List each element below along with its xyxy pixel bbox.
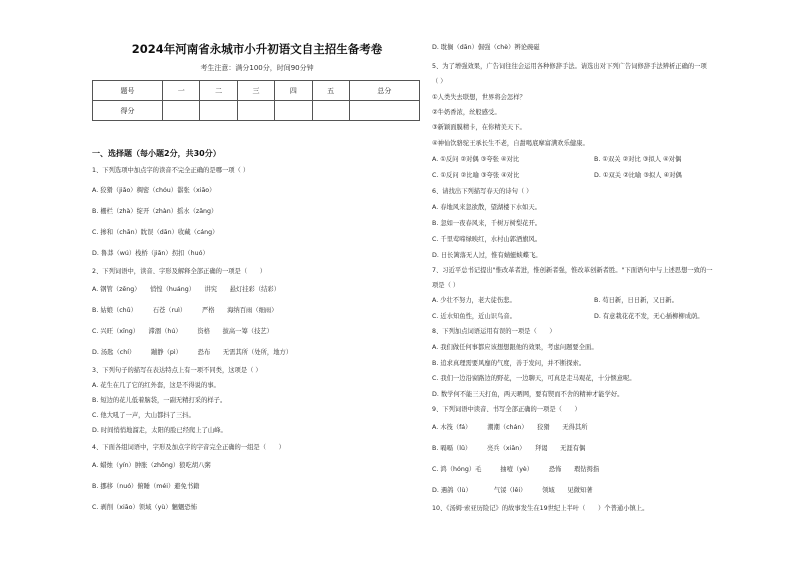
answer-option: C. 剥削（xiāo）领域（yù）魑魍恐怖 [92,504,197,511]
answer-option: B. 短边的花儿低着脑袋，一副无精打采的样子。 [92,397,227,404]
score-cell [237,101,274,121]
score-header-cell: 二 [200,81,237,101]
answer-option: C. 千里莺啼绿映红，水村山郭酒旗风。 [432,236,542,243]
score-header-cell: 总分 [349,81,419,101]
answer-option: B. 嗝嗝（lǔ） 亮兵（xiān） 拜谒 无涯有偶 [432,445,586,452]
answer-option: A. ①反问 ②对偶 ③夸张 ④对比 [432,156,520,163]
answer-option: A. 我们做任何事都应该想想跟他的效果，考虑问题要全面。 [432,344,598,351]
answer-option: A. 春地风来忽欲散，望湖楼下水如天。 [432,204,541,211]
answer-option: C. 兴旺（xīng） 滞涸（hú） 资格 拔高一筹（技艺） [92,328,273,335]
answer-option: C. 鸿（hóng）毛 抽噎（yè） 恐怖 瑕钻拇指 [432,466,600,473]
answer-option: B. 苟日新，日日新，又日新。 [594,297,678,304]
answer-option: D. 日长篱落无人过，惟有蜻蜓蛱蝶飞。 [432,252,542,259]
answer-option: A. 钢管（zēng） 悄惶（huáng） 讲究 悬灯挂彩（结彩） [92,286,281,293]
question-line: 10、《汤姆·索亚历险记》的故事发生在19世纪上半叶（ ）个普通小镇上。 [432,505,649,512]
question-line: 5、为了增强效果，广告词往往会运用各种修辞手法。请选出对下列广告词修辞手法辨析正确的一项 [432,63,707,70]
score-header-cell: 题号 [93,81,163,101]
score-table-header-row [93,81,420,101]
score-cell [349,101,419,121]
question-line: 1、下列选项中加点字的读音不完全正确的是哪一项（ ） [92,167,250,174]
answer-option: C. 掺和（chān）眈误（dān）收藏（cáng） [92,229,219,236]
question-line: 2、下列词语中，读音、字形及解释全部正确的一项是（ ） [92,268,267,275]
question-line: 3、下列句子的描写在表达特点上有一项不同类，这项是（ ） [92,367,262,374]
question-line: 4、下面各组词语中，字形及加点字的字音完全正确的一组是（ ） [92,444,285,451]
answer-option: C. 我们一边沿窗路边的野花，一边聊天，可真是走马观花，十分惬意呢。 [432,375,636,382]
answer-option: D. 汤匙（chí） 蹦静（pì） 恐布 无需其所（处所，地方） [92,349,293,356]
answer-option: D. 耽搁（dān）倔强（chè）辨论碗磁 [432,44,540,51]
answer-option: B. 挪移（nuó）俯睡（méi）避免书籍 [92,483,200,490]
answer-option: A. 少壮不努力，老大徒伤悲。 [432,297,516,304]
score-cell [275,101,312,121]
answer-option: B. ①双关 ②对比 ③拟人 ④对偶 [594,156,682,163]
answer-option: D. 数学何不能三天打鱼，两天晒网，要有锲而不舍的精神才能学好。 [432,391,624,398]
question-line: （ ） [432,78,447,85]
answer-option: A. 木筏（fá） 潮潮（chán） 狡猾 无得其所 [432,424,588,431]
answer-option: A. 花生在几了它的红外套，这是不得说的事。 [92,382,220,389]
answer-option: B. 忽如一夜春风来，千树万树梨花开。 [432,220,542,227]
statement-line: ②牛奶香浓，丝般感受。 [432,109,501,116]
score-cell [163,101,200,121]
answer-option: D. 遇鸽（lù） 气馁（lěi） 领域 见微知著 [432,487,593,494]
question-line: 9、下列词语中读音、书写全部正确的一项是（ ） [432,406,581,413]
answer-option: C. 近水知鱼性，近山识鸟音。 [432,313,516,320]
score-table-score-row [93,101,420,121]
question-line: 7、习近平总书记提出"惟改革者进，惟创新者强，惟改革创新者胜。"下面语句中与上述思想一致的一 [432,267,713,274]
page-title: 2024年河南省永城市小升初语文自主招生备考卷 [131,42,383,56]
answer-option: C. 他大吼了一声，大山都抖了三抖。 [92,412,195,419]
score-header-cell: 五 [312,81,349,101]
score-row-label: 得分 [93,101,163,121]
statement-line: ④神仙饮骆驼王承长生不老，自甜喝底摩富满欢乐健康。 [432,140,589,147]
question-line: 6、请找出下列描写春天的诗句（ ） [432,188,533,195]
score-table [92,80,420,121]
answer-option: D. ①双关 ②比喻 ③拟人 ④对偶 [594,172,682,179]
answer-option: D. 鲁莽（wú）栈桥（jiǎn）拐扣（huó） [92,250,209,257]
score-cell [312,101,349,121]
answer-option: C. ①反问 ②比喻 ③夸张 ④对比 [432,172,520,179]
question-line: 项是（ ） [432,282,460,289]
answer-option: B. 追求真理需要风靡的气度，善于发问，并不断探索。 [432,360,586,367]
answer-option: D. 时间悄悄地溜走，太阳的脸已经爬上了山峰。 [92,427,227,434]
question-line: 8、下列加点词语运用有误的一项是（ ） [432,328,556,335]
exam-notice: 考生注意：满分100分，时间90分钟 [200,64,314,72]
answer-option: A. 蜡烛（yín）肿胀（zhōng）狼吃胡八粥 [92,462,211,469]
answer-option: B. 栅栏（zhà）绽开（zhàn）摇水（zǎng） [92,208,218,215]
score-header-cell: 三 [237,81,274,101]
statement-line: ③新颖面膜精卡，在你精美天下。 [432,124,526,131]
score-header-cell: 四 [275,81,312,101]
section-title: 一、选择题（每小题2分，共30分） [92,149,221,158]
answer-option: A. 狡猾（jiǎo）稠密（chóu）嚣张（xiāo） [92,187,216,194]
answer-option: B. 姑娘（chǔ） 石苍（ruì） 严格 海纳百雨（细雨） [92,307,278,314]
score-cell [200,101,237,121]
statement-line: ①人类失去联想，世界将会怎样？ [432,94,526,101]
score-header-cell: 一 [163,81,200,101]
answer-option: D. 有意栽花花不发，无心插柳柳成荫。 [594,313,704,320]
